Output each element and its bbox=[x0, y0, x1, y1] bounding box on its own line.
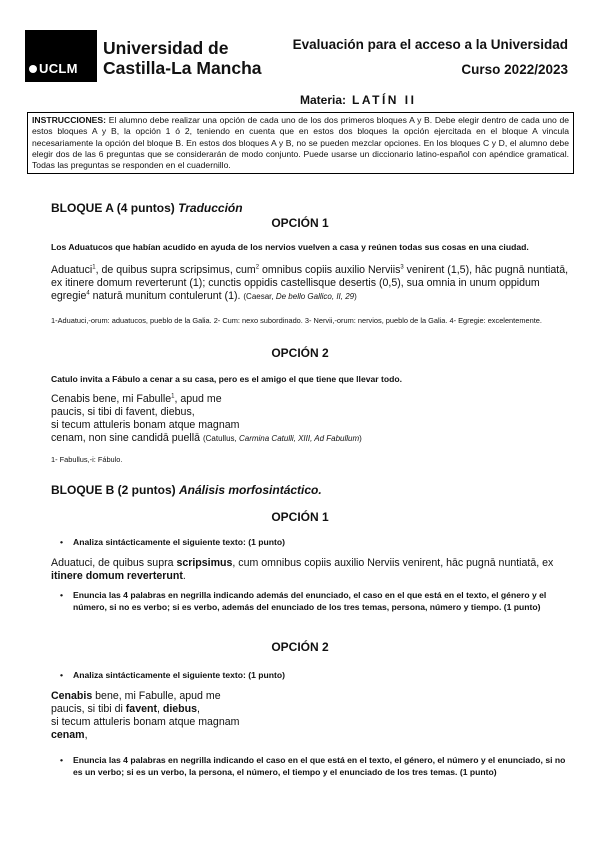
verse-line: Cenabis bene, mi Fabulle$^1$, apud me bbox=[51, 393, 222, 405]
bloque-a-opcion1-summary: Los Aduatucos que habían acudido en ayuda de los nervios vuelven a casa y reúnen todas sus cosas en una ciudad. bbox=[51, 242, 529, 252]
bloque-b-heading: BLOQUE B (2 puntos) Análisis morfosintáctico. bbox=[51, 483, 322, 497]
instructions-label: INSTRUCCIONES: bbox=[32, 115, 107, 125]
bloque-a-opcion1-notes: 1-Aduatuci,-orum: aduatucos, pueblo de la Galia. 2- Cum: nexo subordinado. 3- Nervii,-orum: nervios, pueblo de la Galia. 4- Egregie: excelentemente. bbox=[51, 316, 542, 325]
bloque-a-opcion2-title: OPCIÓN 2 bbox=[271, 346, 329, 360]
verse-line: si tecum attuleris bonam atque magnam bbox=[51, 419, 240, 431]
subject-label: Materia: bbox=[300, 93, 347, 107]
verse-line: cenam, non sine candidā puellā (Catullus, Carmina Catulli, XIII, Ad Fabullum) bbox=[51, 432, 362, 444]
bloque-a-opcion2-notes: 1- Fabullus,-i: Fábulo. bbox=[51, 455, 123, 464]
exam-title: Evaluación para el acceso a la Universidad bbox=[292, 37, 568, 52]
bloque-a-opcion1-latin-text: Aduatuci$^1$, de quibus supra scripsimus, cum$^2$ omnibus copiis auxilio Nerviis$^3$ venirent (1,5), hāc pugnā nuntiatā, ex itinere domum reverterunt (1); cunctis oppidis castellisque desertis (0,5), sua omnia in unum oppidum egregie$^4$ naturā munitum contulerunt (1). (Caesar, De bello Gallico, II, 29) bbox=[51, 264, 569, 302]
instructions-text: El alumno debe realizar una opción de cada uno de los dos primeros bloques A y B. Debe elegir dentro de cada uno de estos bloques A y B, la opción 1 ó 2, teniendo en cuenta que en estos dos bloques la opción ejercitada en el bloque A vincula necesariamente la opción del bloque B. En estos dos bloques A y B, no se pueden mezclar opciones. En los bloques C y D, el alumno debe elegir dos de las 6 preguntas que se considerarán de modo conjunto. Puede usarse un diccionario latino-español con apéndice gramatical. Todas las preguntas se responden en el cuadernillo. bbox=[32, 115, 570, 171]
course-year: Curso 2022/2023 bbox=[461, 62, 568, 77]
bloque-a-heading: BLOQUE A (4 puntos) Traducción bbox=[51, 201, 243, 215]
bloque-b-opcion1-task2: • Enuncia las 4 palabras en negrilla indicando además del enunciado, el caso en el que está en el texto, el género y el número, si no es verbo; si es verbo, además del enunciado de los tres temas, persona, número y tiempo. (1 punto) bbox=[73, 590, 570, 613]
verse-line: cenam, bbox=[51, 729, 88, 741]
subject bbox=[300, 93, 568, 107]
bloque-a-opcion2-summary: Catulo invita a Fábulo a cenar a su casa, pero es el amigo el que tiene que llevar todo. bbox=[51, 374, 403, 384]
uclm-logo bbox=[25, 30, 97, 82]
verse-line: Cenabis bene, mi Fabulle, apud me bbox=[51, 690, 221, 702]
university-name bbox=[103, 38, 262, 78]
verse-line: si tecum attuleris bonam atque magnam bbox=[51, 716, 240, 728]
bloque-a-opcion1-title: OPCIÓN 1 bbox=[271, 216, 329, 230]
logo-text: UCLM bbox=[39, 61, 78, 76]
university-line1: Universidad de bbox=[103, 38, 229, 58]
verse-line: paucis, si tibi di favent, diebus, bbox=[51, 703, 200, 715]
university-line2: Castilla-La Mancha bbox=[103, 58, 262, 78]
bloque-b-opcion1-task1: • Analiza sintácticamente el siguiente texto: (1 punto) bbox=[73, 537, 570, 549]
bloque-b-opcion2-task1: • Analiza sintácticamente el siguiente texto: (1 punto) bbox=[73, 670, 570, 682]
bloque-b-opcion1-text: Aduatuci, de quibus supra scripsimus, cum omnibus copiis auxilio Nerviis venirent, hāc pugnā nuntiatā, ex itinere domum reverterunt. bbox=[51, 557, 554, 582]
bloque-a-opcion2-verses bbox=[51, 393, 569, 445]
bloque-b-opcion2-title: OPCIÓN 2 bbox=[271, 640, 329, 654]
bloque-b-opcion2-verses bbox=[51, 690, 569, 742]
lion-emblem-icon bbox=[29, 65, 37, 73]
bloque-b-opcion2-task2: • Enuncia las 4 palabras en negrilla indicando el caso en el que está en el texto, el género, el número y el enunciado, si no es un verbo; si es un verbo, la persona, el número, el tiempo y el enunciado de los tres temas. (1 punto) bbox=[73, 755, 570, 778]
subject-value: LATÍN II bbox=[352, 93, 417, 107]
verse-line: paucis, si tibi di favent, diebus, bbox=[51, 406, 195, 418]
instructions-box bbox=[27, 112, 574, 174]
bloque-b-opcion1-title: OPCIÓN 1 bbox=[271, 510, 329, 524]
